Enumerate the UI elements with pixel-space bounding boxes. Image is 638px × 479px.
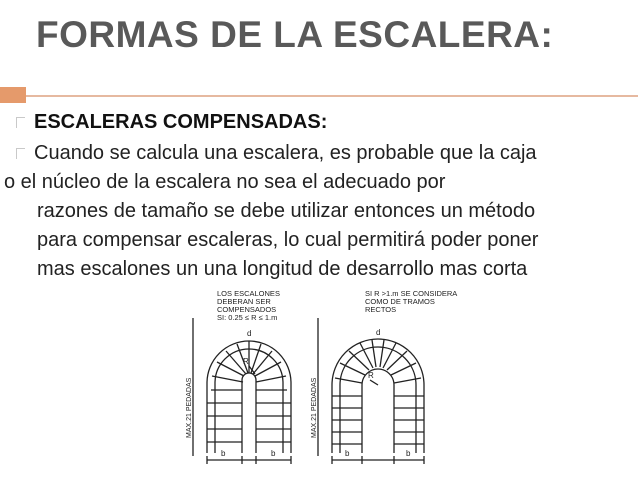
paragraph-line: razones de tamaño se debe utilizar entonces un método xyxy=(37,200,536,222)
note-line: RECTOS xyxy=(365,305,397,314)
paragraph-line: para compensar escaleras, lo cual permitirá poder poner xyxy=(37,229,539,251)
divider-line xyxy=(0,95,638,97)
straight-flights-stair-drawing xyxy=(310,288,445,473)
note-line: COMPENSADOS xyxy=(217,305,277,314)
paragraph-line: mas escalones un una longitud de desarrollo mas corta xyxy=(37,258,528,280)
drawing-note xyxy=(217,290,280,322)
bullet-marker-icon xyxy=(16,117,25,128)
section-heading: ESCALERAS COMPENSADAS: xyxy=(34,111,328,133)
dimension-label-d: d xyxy=(247,329,252,338)
dimension-label-b: b xyxy=(345,449,350,458)
max-steps-label: MAX.21 PEDADAS xyxy=(311,377,318,438)
note-line: COMO DE TRAMOS xyxy=(365,297,435,306)
slide-title: FORMAS DE LA ESCALERA: xyxy=(36,14,554,55)
dimension-label-b: b xyxy=(271,449,276,458)
note-line: SI: 0.25 ≤ R ≤ 1.m xyxy=(217,313,278,322)
radius-label: R xyxy=(243,357,249,366)
divider-accent-block xyxy=(0,87,26,103)
dimension-label-d: d xyxy=(376,328,381,337)
max-steps-label: MAX.21 PEDADAS xyxy=(186,377,193,438)
dimension-label-b: b xyxy=(406,449,411,458)
paragraph-line: Cuando se calcula una escalera, es probable que la caja xyxy=(34,142,537,164)
bullet-marker-icon xyxy=(16,148,25,159)
note-line: SI R >1.m SE CONSIDERA xyxy=(365,289,458,298)
paragraph-line: o el núcleo de la escalera no sea el adecuado por xyxy=(4,171,446,193)
drawing-note xyxy=(365,290,457,314)
title-divider xyxy=(0,87,638,105)
note-line: DEBERAN SER xyxy=(217,297,271,306)
note-line: LOS ESCALONES xyxy=(217,289,280,298)
dimension-label-b: b xyxy=(221,449,226,458)
radius-label: R xyxy=(368,371,374,380)
